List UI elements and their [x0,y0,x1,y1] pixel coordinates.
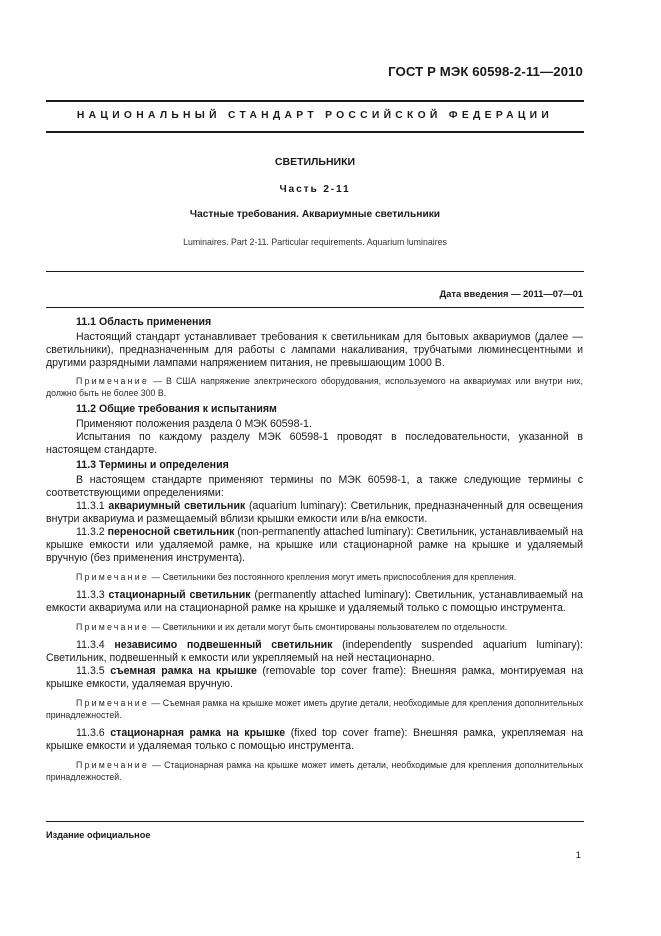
term-name: съемная рамка на крышке [110,665,257,677]
term-number: 11.3.3 [76,589,105,601]
note-text: — Съемная рамка на крышке может иметь другие детали, необходимые для крепления дополнительных принадлежностей. [46,698,583,720]
note-11-3-2 [46,571,583,583]
paragraph-11-3-intro: В настоящем стандарте применяют термины по МЭК 60598-1, а также следующие термины с соответствующими определениями: [46,474,583,499]
note-label: Примечание [76,698,149,708]
section-heading-11-2: 11.2 Общие требования к испытаниям [76,403,277,415]
note-11-3-5 [46,697,583,721]
term-11-3-2 [46,526,583,565]
introduction-date: Дата введения — 2011—07—01 [439,288,583,299]
note-text: — Стационарная рамка на крышке может иметь детали, необходимые для крепления дополнительных принадлежностей. [46,760,583,782]
term-11-3-5 [46,665,583,691]
footer-rule [46,821,584,822]
note-label: Примечание [76,376,149,386]
official-edition-label: Издание официальное [46,830,151,840]
term-11-3-4 [46,639,583,665]
term-definition: (independently suspended aquarium luminary): Светильник, подвешенный к емкости или укрепляемый на ней нестационарно. [46,639,584,664]
note-label: Примечание [76,622,149,632]
term-definition: (removable top cover frame): Внешняя рамка, монтируемая на крышке емкости, удаляемая вручную. [46,665,583,690]
note-11-1 [46,375,583,399]
note-label: Примечание [76,572,149,582]
term-11-3-1 [46,500,583,526]
note-text: — Светильники без постоянного крепления могут иметь приспособления для крепления. [148,572,517,582]
note-11-3-6 [46,759,583,783]
top-rule [46,100,584,102]
page-number: 1 [575,850,581,861]
document-part: Часть 2-11 [279,184,351,195]
term-definition: (non-permanently attached luminary): Светильник, устанавливаемый на крышке емкости или удаляемой рамке, на крышке или стационарной рамке на крышке и удаляемый вручную (без применения инструмента). [46,526,583,564]
term-11-3-6 [46,727,583,753]
term-number: 11.3.1 [76,500,105,512]
standard-code: ГОСТ Р МЭК 60598-2-11—2010 [388,64,583,79]
term-definition: (aquarium luminary): Светильник, предназначенный для освещения внутри аквариума и размещаемый вблизи крышки емкости или в/на емкости. [46,500,584,525]
header-bottom-rule [46,131,584,133]
term-number: 11.3.6 [76,727,105,739]
document-body [46,314,583,783]
term-number: 11.3.2 [76,526,105,538]
note-text: — Светильники и их детали могут быть смонтированы пользователем по отдельности. [148,622,508,632]
section-heading-11-3: 11.3 Термины и определения [76,459,229,471]
document-title: СВЕТИЛЬНИКИ [274,156,356,168]
scope-paragraph: Настоящий стандарт устанавливает требования к светильникам для бытовых аквариумов (далее — светильники), предназначенным для работы с лампами накаливания, трубчатыми люминесцентными и другими разрядными лампами напряжением питания, не превышающим 1000 В. [46,331,583,369]
english-title: Luminaires. Part 2-11. Particular requirements. Aquarium luminaires [183,237,447,247]
paragraph-11-2-2: Испытания по каждому разделу МЭК 60598-1 проводят в последовательности, указанной в настоящем стандарте. [46,431,583,456]
term-name: аквариумный светильник [108,500,246,512]
title-bottom-rule [46,271,584,272]
term-11-3-3 [46,589,583,615]
term-name: переносной светильник [107,526,235,538]
section-heading-11-1: 11.1 Область применения [76,316,212,328]
term-definition: (fixed top cover frame): Внешняя рамка, укрепляемая на крышке емкости и удаляемая только с помощью инструмента. [46,727,583,752]
term-number: 11.3.5 [76,665,105,677]
date-bottom-rule [46,307,584,308]
term-number: 11.3.4 [76,639,105,651]
term-name: стационарный светильник [108,589,251,601]
term-name: независимо подвешенный светильник [114,639,333,651]
term-definition: (permanently attached luminary): Светильник, устанавливаемый на емкости аквариума или на стационарной рамке на крышке и удаляемый только с помощью инструмента. [46,589,583,614]
document-subtitle: Частные требования. Аквариумные светильники [189,209,441,220]
national-standard-header: НАЦИОНАЛЬНЫЙ СТАНДАРТ РОССИЙСКОЙ ФЕДЕРАЦИИ [76,110,554,121]
note-11-3-3 [46,621,583,633]
paragraph-11-2-1: Применяют положения раздела 0 МЭК 60598-1. [76,418,312,430]
term-name: стационарная рамка на крышке [110,727,286,739]
note-text: — В США напряжение электрического оборудования, используемого на аквариумах или внутри них, должно быть не более 300 В. [46,376,583,398]
note-label: Примечание [76,760,149,770]
